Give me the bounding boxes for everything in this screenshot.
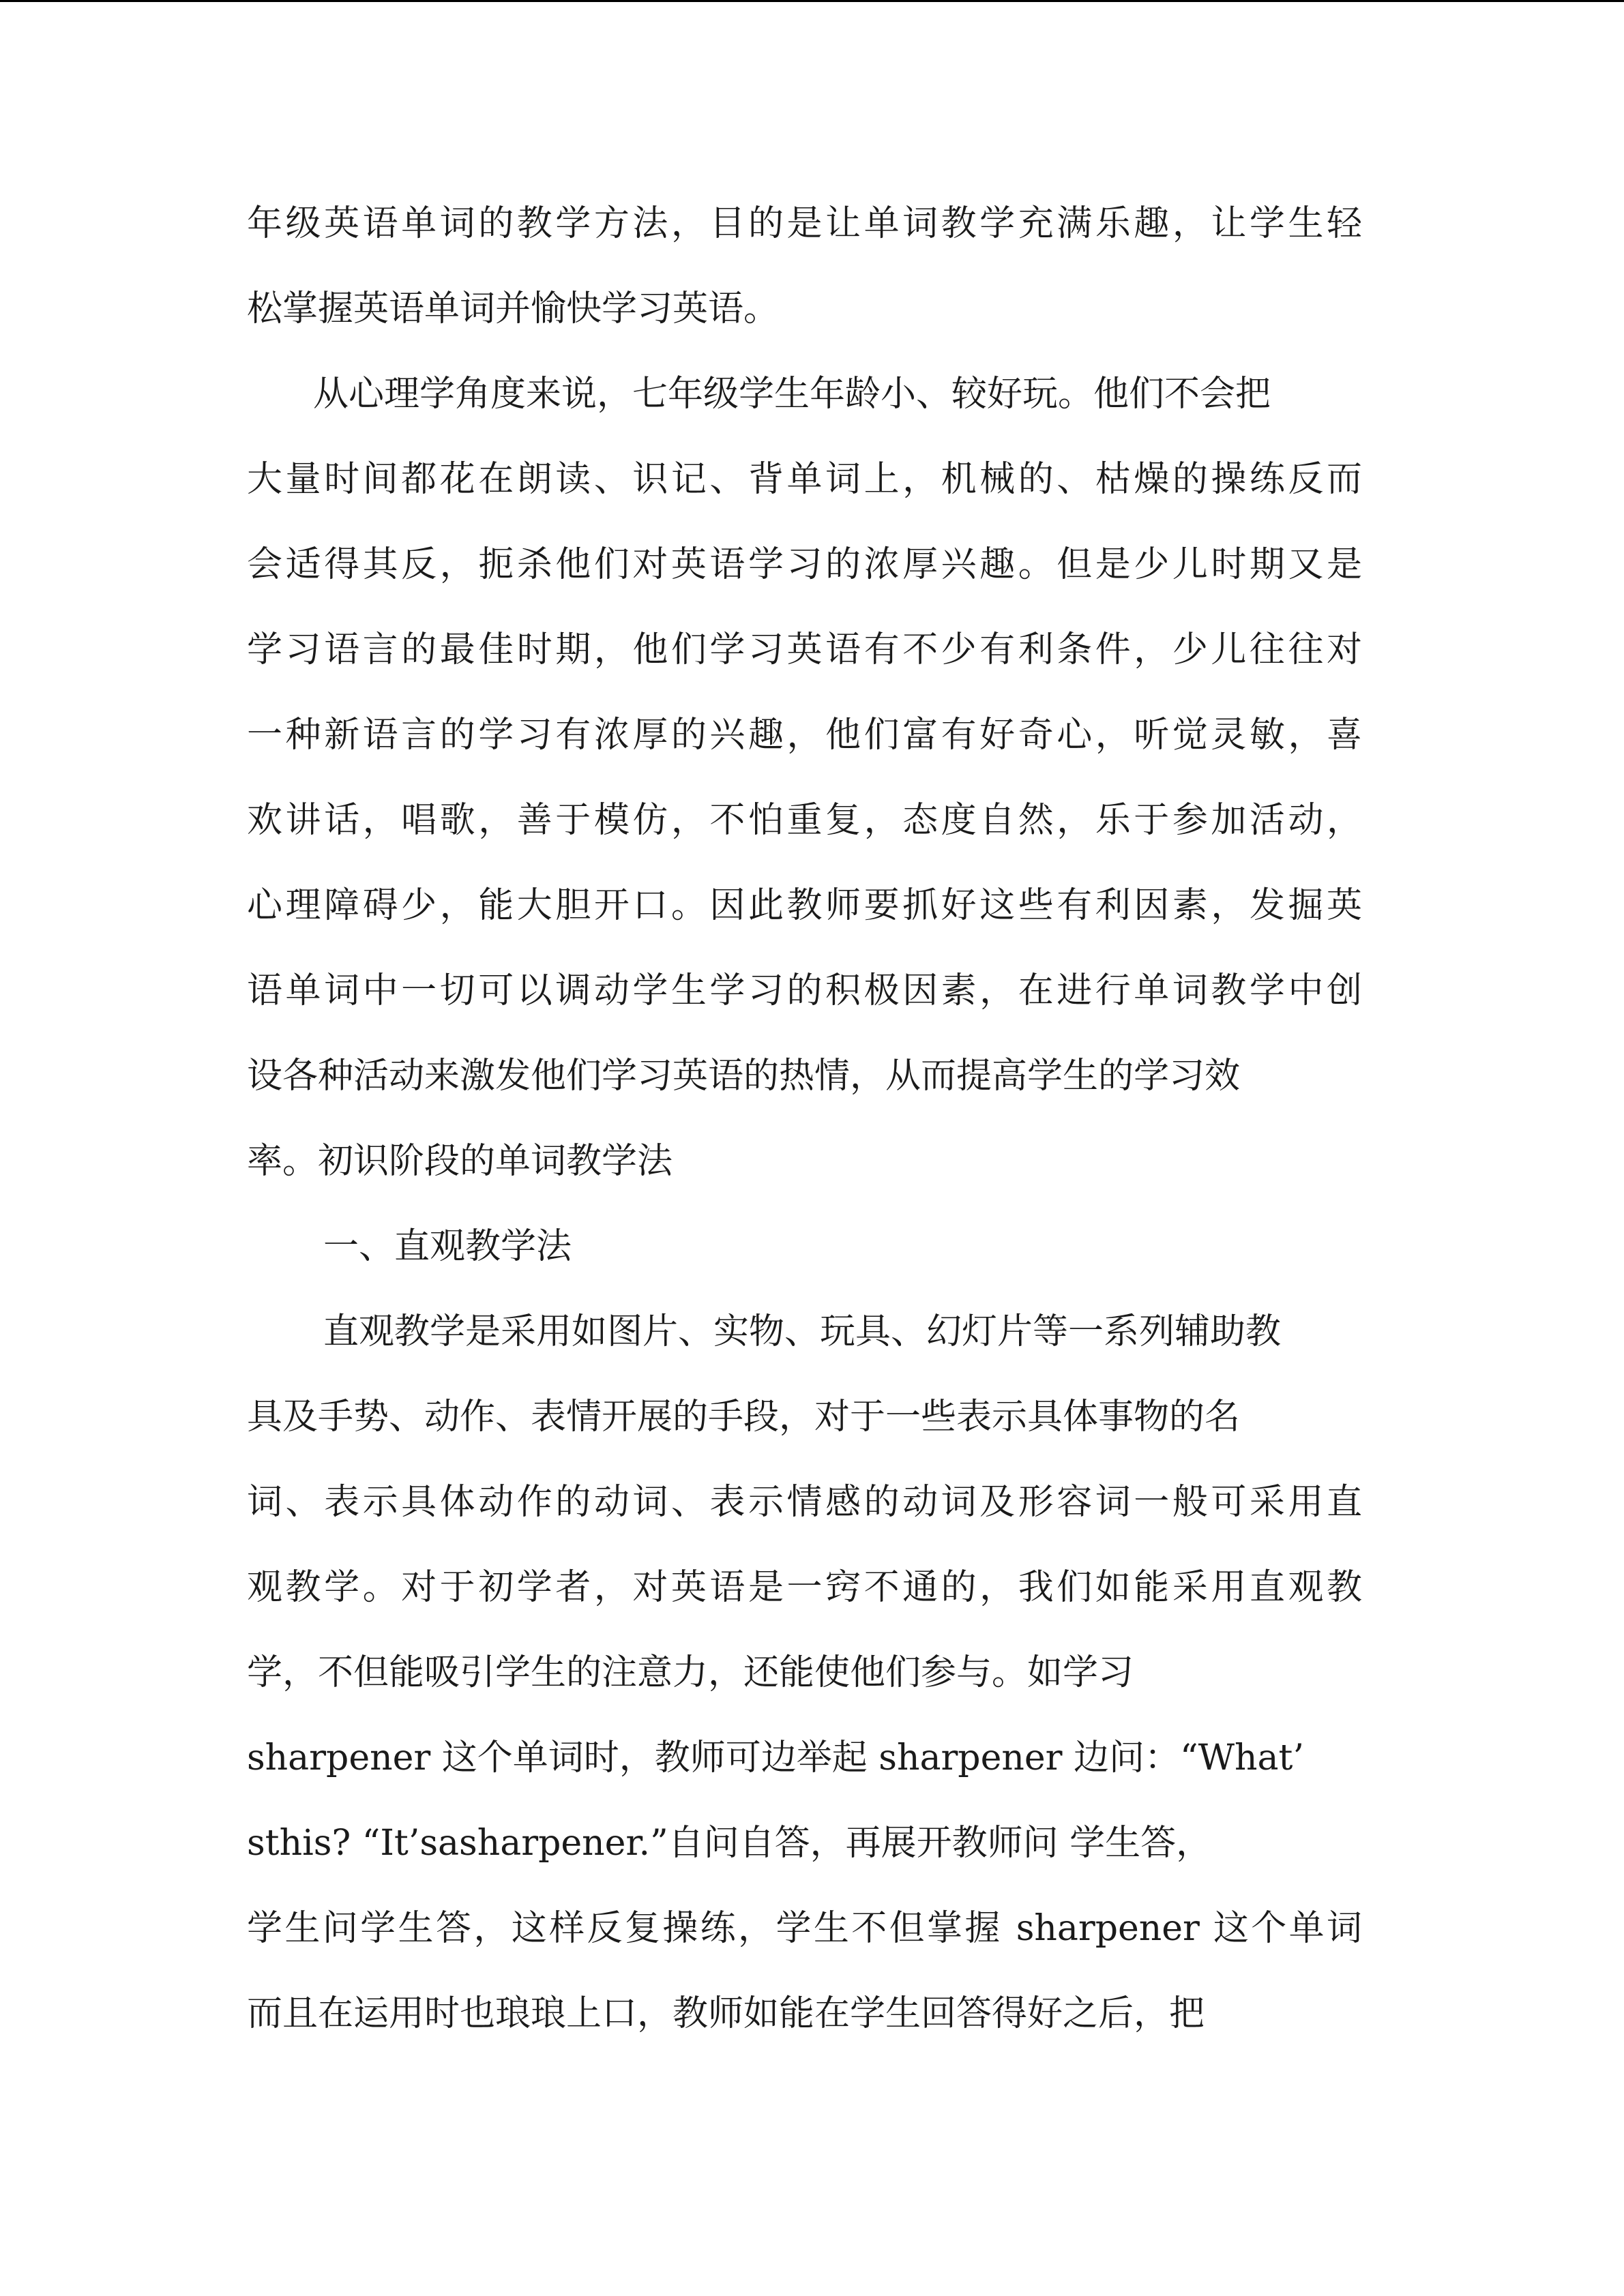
text-line: 学生问学生答，这样反复操练，学生不但掌握 sharpener 这个单词 — [247, 1908, 1362, 1949]
text-line: 语单词中一切可以调动学生学习的积极因素，在进行单词教学中创 — [247, 970, 1362, 1011]
text-line: 词、表示具体动作的动词、表示情感的动词及形容词一般可采用直 — [247, 1482, 1362, 1523]
text-line: 年级英语单词的教学方法，目的是让单词教学充满乐趣，让学生轻 — [247, 203, 1362, 244]
text-line: sharpener 这个单词时，教师可边举起 sharpener 边问：“What’ — [247, 1738, 1304, 1778]
text-line: 而且在运用时也琅琅上口，教师如能在学生回答得好之后，把 — [247, 1993, 1205, 2034]
text-line: 欢讲话，唱歌，善于模仿，不怕重复，态度自然，乐于参加活动， — [247, 800, 1362, 841]
text-line: 心理障碍少，能大胆开口。因此教师要抓好这些有利因素，发掘英 — [247, 885, 1362, 926]
text-line: 观教学。对于初学者，对英语是一窍不通的，我们如能采用直观教 — [247, 1567, 1362, 1608]
text-line: 一种新语言的学习有浓厚的兴趣，他们富有好奇心，听觉灵敏，喜 — [247, 715, 1362, 756]
text-line: sthis? “It’sasharpener.”自问自答，再展开教师问 学生答， — [247, 1823, 1212, 1864]
text-line: 学习语言的最佳时期，他们学习英语有不少有利条件，少儿往往对 — [247, 629, 1362, 670]
text-line: 大量时间都花在朗读、识记、背单词上，机械的、枯燥的操练反而 — [247, 459, 1362, 500]
text-line: 学，不但能吸引学生的注意力，还能使他们参与。如学习 — [247, 1652, 1134, 1693]
text-line: 会适得其反，扼杀他们对英语学习的浓厚兴趣。但是少儿时期又是 — [247, 544, 1362, 585]
text-line: 具及手势、动作、表情开展的手段，对于一些表示具体事物的名 — [247, 1397, 1241, 1437]
section-heading: 一、直观教学法 — [323, 1226, 572, 1267]
paragraph-first-line: 直观教学是采用如图片、实物、玩具、幻灯片等一系列辅助教 — [323, 1311, 1282, 1352]
text-line: 率。初识阶段的单词教学法 — [247, 1141, 673, 1182]
text-line: 松掌握英语单词并愉快学习英语。 — [247, 288, 780, 329]
paragraph-first-line: 从心理学角度来说，七年级学生年龄小、较好玩。他们不会把 — [313, 374, 1271, 415]
text-line: 设各种活动来激发他们学习英语的热情，从而提高学生的学习效 — [247, 1056, 1241, 1097]
